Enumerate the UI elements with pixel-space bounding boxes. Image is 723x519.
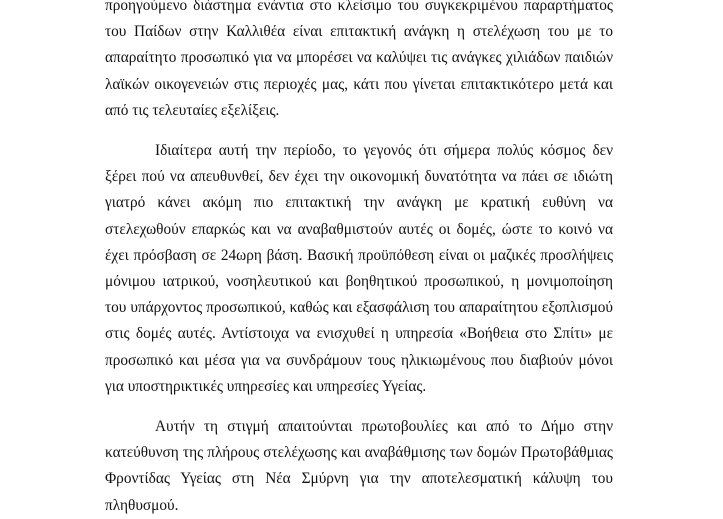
paragraph-health-services: Ιδιαίτερα αυτή την περίοδο, το γεγονός ότι σήμερα πολύς κόσμος δεν ξέρει πού να απευθυνθεί, δεν έχει την οικονομική δυνατότητα να πάει σε ιδιώτη γιατρό κάνει ακόμη πιο επιτακτική την ανάγκη με κρατική ευθύνη να στελεχωθούν επαρκώς και να αναβαθμιστούν αυτές οι δομές, ώστε το κοινό να έχει πρόσβαση σε 24ωρη βάση. Βασική προϋπόθεση είναι οι μαζικές προσλήψεις μόνιμου ιατρικού, νοσηλευτικού και βοηθητικού προσωπικού, η μονιμοποίηση του υπάρχοντος προσωπικού, καθώς και εξασφάλιση του απαραίτητου εξοπλισμού στις δομές αυτές. Αντίστοιχα να ενισχυθεί η υπηρεσία «Βοήθεια στο Σπίτι» με προσωπικό και μέσα για να συνδράμουν τους ηλικιωμένους που διαβιούν μόνοι για υποστηρικτικές υπηρεσίες και υπηρεσίες Υγείας. <box>105 142 613 395</box>
paragraph-municipality-initiatives: Αυτήν τη στιγμή απαιτούνται πρωτοβουλίες και από το Δήμο στην κατεύθυνση της πλήρους στελέχωσης και αναβάθμισης των δομών Πρωτοβάθμιας Φροντίδας Υγείας στη Νέα Σμύρνη για την αποτελεσματική κάλυψη του πληθυσμού. <box>105 418 613 514</box>
paragraph-continuation: προηγούμενο διάστημα ενάντια στο κλείσιμο του συγκεκριμένου παραρτήματος του Παίδων στην Καλλιθέα είναι επιτακτική ανάγκη η στελέχωση του με το απαραίτητο προσωπικό για να μπορέσει να καλύψει τις ανάγκες χιλιάδων παιδιών λαϊκών οικογενειών στις περιοχές μας, κάτι που γίνεται επιτακτικότερο μετά και από τις τελευταίες εξελίξεις. <box>105 0 613 119</box>
document-page <box>105 0 613 519</box>
